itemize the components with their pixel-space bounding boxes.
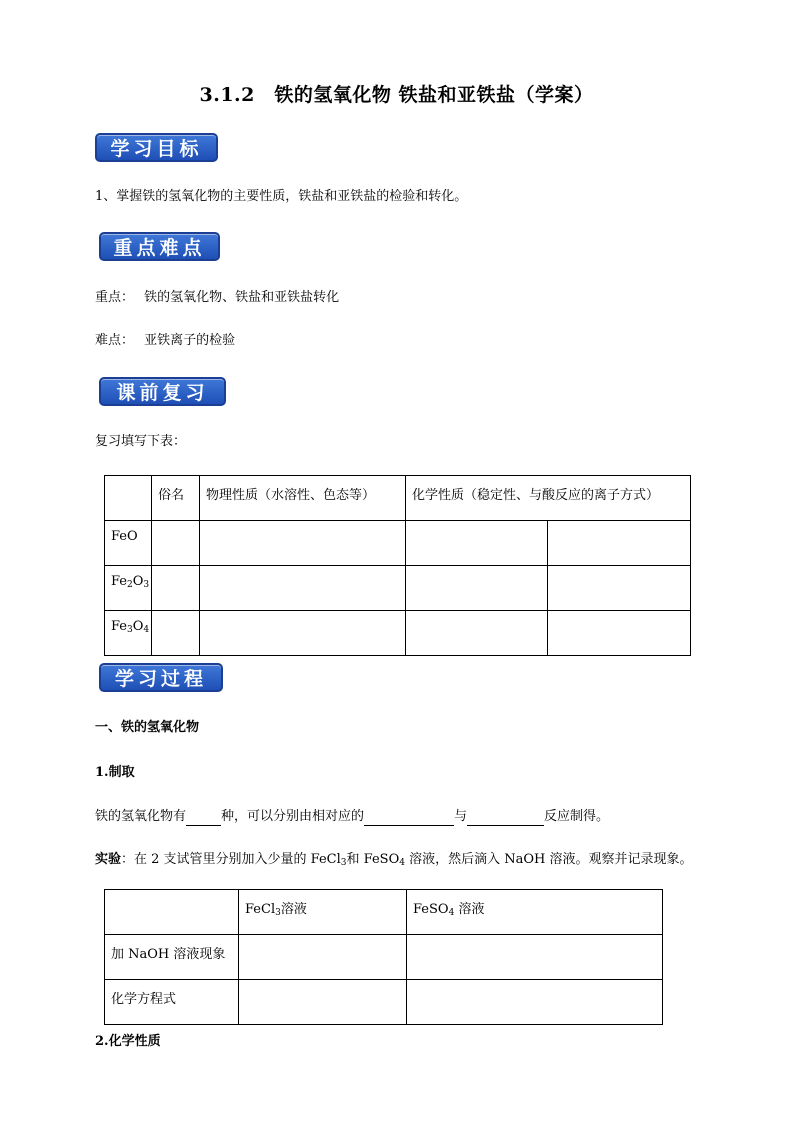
difficult-label: 难点： xyxy=(95,333,135,348)
table-row xyxy=(105,611,691,656)
subscript: 3 xyxy=(340,858,347,868)
table-cell[interactable] xyxy=(152,521,200,566)
header-fecl3: FeCl$_3$溶液 xyxy=(239,890,407,935)
table-row xyxy=(105,521,691,566)
key-label: 重点： xyxy=(95,290,135,305)
row-label-phenomenon: 加 NaOH 溶液现象 xyxy=(105,935,239,980)
experiment-text: 和 FeSO xyxy=(346,852,400,867)
page-title: 3.1.2 铁的氢氧化物 铁盐和亚铁盐（学案） xyxy=(199,84,594,106)
table-row xyxy=(105,566,691,611)
blank-reactant-1[interactable] xyxy=(364,811,454,826)
table-cell[interactable] xyxy=(239,935,407,980)
difficult-text: 亚铁离子的检验 xyxy=(144,333,236,348)
table-row xyxy=(105,935,663,980)
review-table xyxy=(104,475,691,656)
subscript: 4 xyxy=(399,858,405,868)
sub1-title: 1.制取 xyxy=(95,765,135,780)
experiment-table-header xyxy=(105,890,663,935)
row-label-fe2o3: $Fe_2O_3$ xyxy=(105,566,152,611)
sub2-title: 2.化学性质 xyxy=(95,1034,161,1049)
table-cell[interactable] xyxy=(548,611,691,656)
table-row xyxy=(105,980,663,1025)
experiment-label: 实验 xyxy=(95,852,122,867)
section-badge-key-points: 重点难点 xyxy=(99,232,220,261)
table-header-cell: 化学性质（稳定性、与酸反应的离子方式） xyxy=(406,476,691,521)
table-cell xyxy=(105,890,239,935)
review-table-header xyxy=(105,476,691,521)
goal-item-1: 1、掌握铁的氢氧化物的主要性质，铁盐和亚铁盐的检验和转化。 xyxy=(95,189,468,204)
table-cell[interactable] xyxy=(239,980,407,1025)
experiment-table xyxy=(104,889,663,1025)
table-cell[interactable] xyxy=(407,980,663,1025)
fill-text: 反应制得。 xyxy=(544,809,610,824)
row-label-fe3o4: $Fe_3O_4$ xyxy=(105,611,152,656)
fill-text: 铁的氢氧化物有 xyxy=(95,809,187,824)
table-cell[interactable] xyxy=(548,566,691,611)
table-cell[interactable] xyxy=(152,566,200,611)
table-header-cell: 物理性质（水溶性、色态等） xyxy=(200,476,406,521)
table-cell[interactable] xyxy=(407,935,663,980)
table-cell[interactable] xyxy=(406,521,548,566)
fill-text: 种，可以分别由相对应的 xyxy=(221,809,365,824)
fill-in-sentence xyxy=(95,808,609,826)
section-badge-review: 课前复习 xyxy=(99,377,226,406)
key-text: 铁的氢氧化物、铁盐和亚铁盐转化 xyxy=(144,290,340,305)
header-feso4: FeSO$_4$ 溶液 xyxy=(407,890,663,935)
table-header-cell: 俗名 xyxy=(152,476,200,521)
part1-title: 一、铁的氢氧化物 xyxy=(95,720,200,735)
row-label-equation: 化学方程式 xyxy=(105,980,239,1025)
difficult-point-line xyxy=(95,332,235,350)
table-cell[interactable] xyxy=(152,611,200,656)
table-cell[interactable] xyxy=(548,521,691,566)
table-cell[interactable] xyxy=(200,611,406,656)
blank-reactant-2[interactable] xyxy=(467,811,544,826)
table-cell xyxy=(105,476,152,521)
table-cell[interactable] xyxy=(406,611,548,656)
review-instruction: 复习填写下表： xyxy=(95,434,187,449)
table-cell[interactable] xyxy=(200,521,406,566)
section-badge-goals: 学习目标 xyxy=(95,133,218,162)
blank-count[interactable] xyxy=(186,811,221,826)
experiment-text: ：在 2 支试管里分别加入少量的 FeCl xyxy=(121,852,341,867)
section-badge-process: 学习过程 xyxy=(99,663,223,692)
table-cell[interactable] xyxy=(406,566,548,611)
row-label-feo: FeO xyxy=(105,521,152,566)
experiment-line xyxy=(95,851,693,872)
key-point-line xyxy=(95,289,339,307)
experiment-text: 溶液，然后滴入 NaOH 溶液。观察并记录现象。 xyxy=(404,852,693,867)
fill-text: 与 xyxy=(454,809,468,824)
table-cell[interactable] xyxy=(200,566,406,611)
